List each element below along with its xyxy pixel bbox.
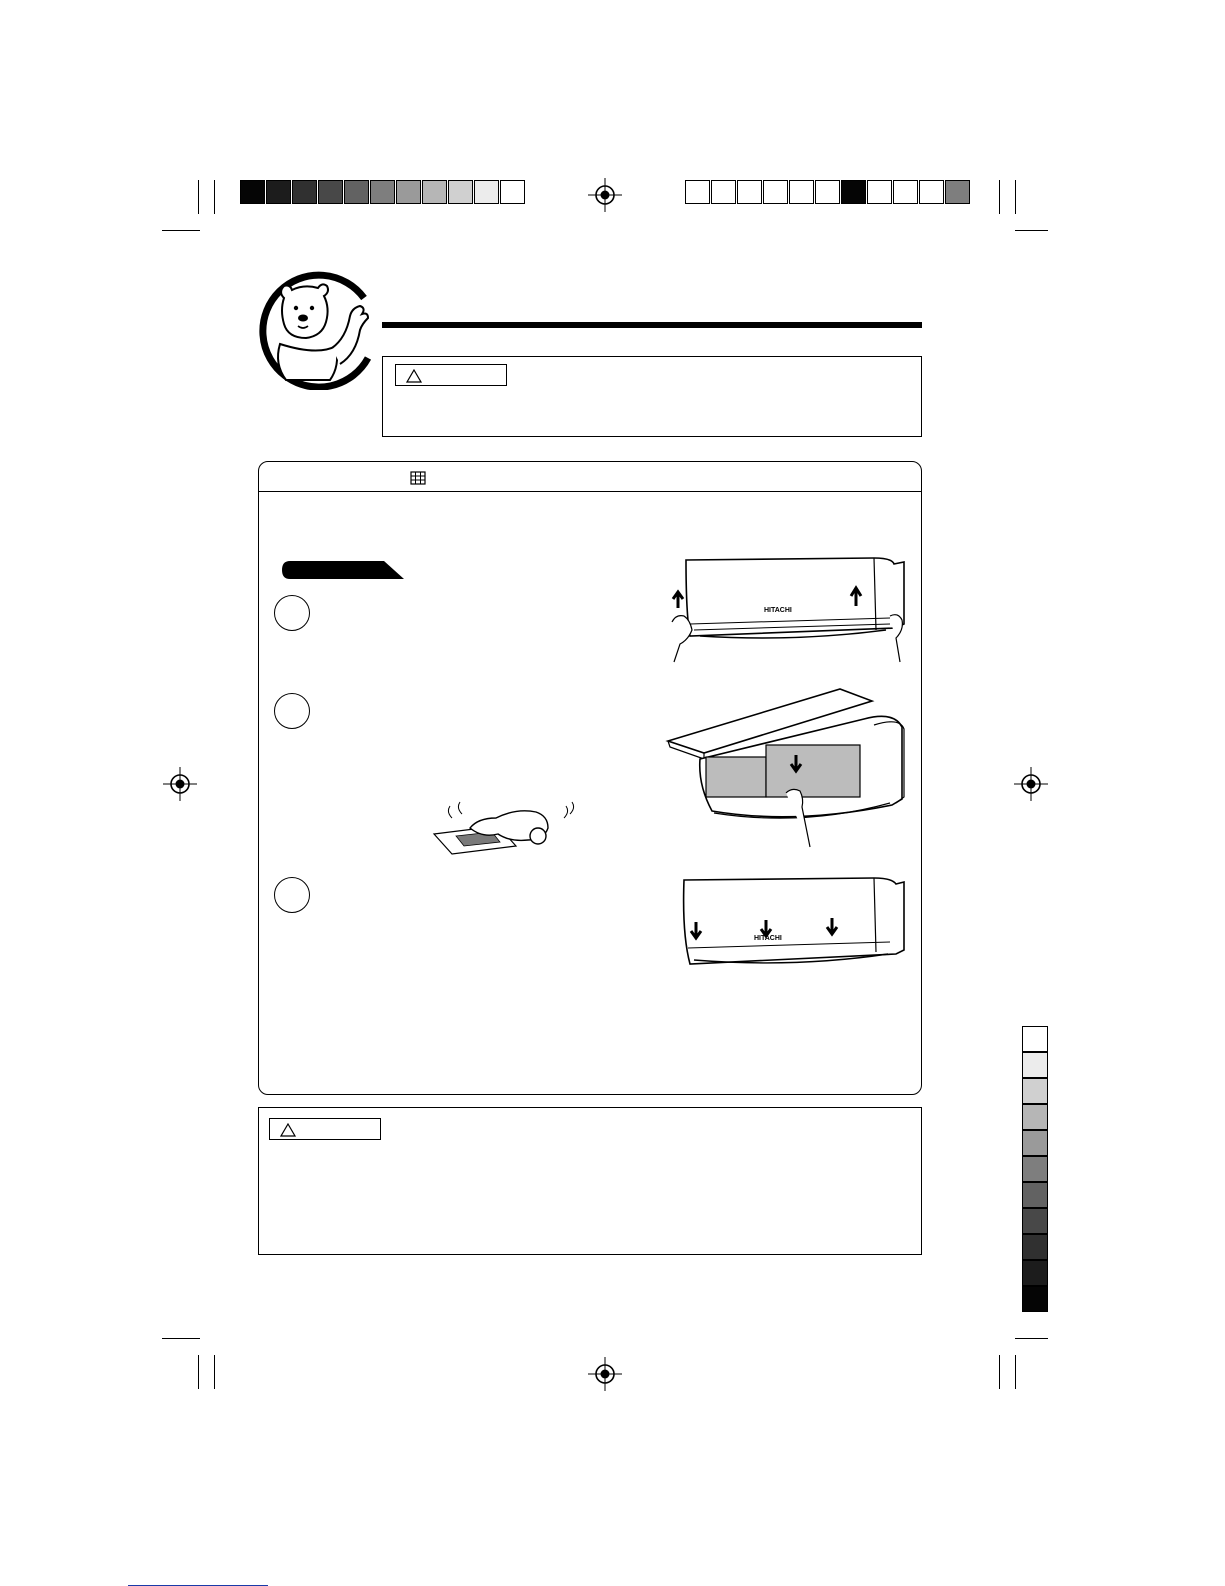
color-swatch	[500, 180, 525, 204]
color-swatch	[266, 180, 291, 204]
gray-swatch	[1022, 1286, 1048, 1312]
filter-removal-illustration	[664, 685, 910, 850]
brand-label: HITACHI	[764, 607, 792, 614]
color-swatch	[763, 180, 788, 204]
gray-swatch	[1022, 1208, 1048, 1234]
gray-swatch	[1022, 1104, 1048, 1130]
gray-swatch	[1022, 1130, 1048, 1156]
step-3-circle	[274, 877, 310, 913]
color-swatch	[893, 180, 918, 204]
gray-swatch	[1022, 1260, 1048, 1286]
color-swatch	[815, 180, 840, 204]
color-swatch	[448, 180, 473, 204]
color-swatch	[711, 180, 736, 204]
color-swatch	[841, 180, 866, 204]
warning-triangle-icon	[280, 1123, 296, 1137]
gray-swatch	[1022, 1156, 1048, 1182]
color-swatch	[919, 180, 944, 204]
gray-swatch	[1022, 1234, 1048, 1260]
color-swatch	[789, 180, 814, 204]
filter-grid-icon	[410, 471, 426, 485]
warning-tag	[395, 364, 507, 386]
vacuum-cleaner-illustration	[430, 794, 580, 858]
registration-mark-icon	[588, 1357, 622, 1391]
air-conditioner-closed-illustration	[664, 874, 910, 974]
registration-mark-icon	[163, 767, 197, 801]
panel-header-divider	[259, 491, 921, 492]
registration-mark-icon	[1014, 767, 1048, 801]
color-swatch	[318, 180, 343, 204]
color-swatch	[422, 180, 447, 204]
step-2-circle	[274, 693, 310, 729]
color-swatch	[474, 180, 499, 204]
gray-swatch	[1022, 1182, 1048, 1208]
color-swatch	[240, 180, 265, 204]
color-swatch	[292, 180, 317, 204]
air-conditioner-illustration	[664, 554, 910, 664]
brand-label: HITACHI	[754, 935, 782, 942]
gray-swatch	[1022, 1078, 1048, 1104]
color-swatch	[737, 180, 762, 204]
gray-swatch	[1022, 1052, 1048, 1078]
section-header-rule	[382, 322, 922, 328]
color-swatch	[945, 180, 970, 204]
color-swatch	[867, 180, 892, 204]
registration-mark-icon	[588, 178, 622, 212]
color-swatch	[396, 180, 421, 204]
step-1-circle	[274, 595, 310, 631]
color-swatch	[344, 180, 369, 204]
gray-swatch	[1022, 1026, 1048, 1052]
polar-bear-mascot-icon	[256, 268, 382, 390]
procedure-tab	[282, 561, 404, 579]
warning-triangle-icon	[406, 369, 422, 383]
caution-tag	[269, 1118, 381, 1140]
color-swatch	[685, 180, 710, 204]
color-swatch	[370, 180, 395, 204]
